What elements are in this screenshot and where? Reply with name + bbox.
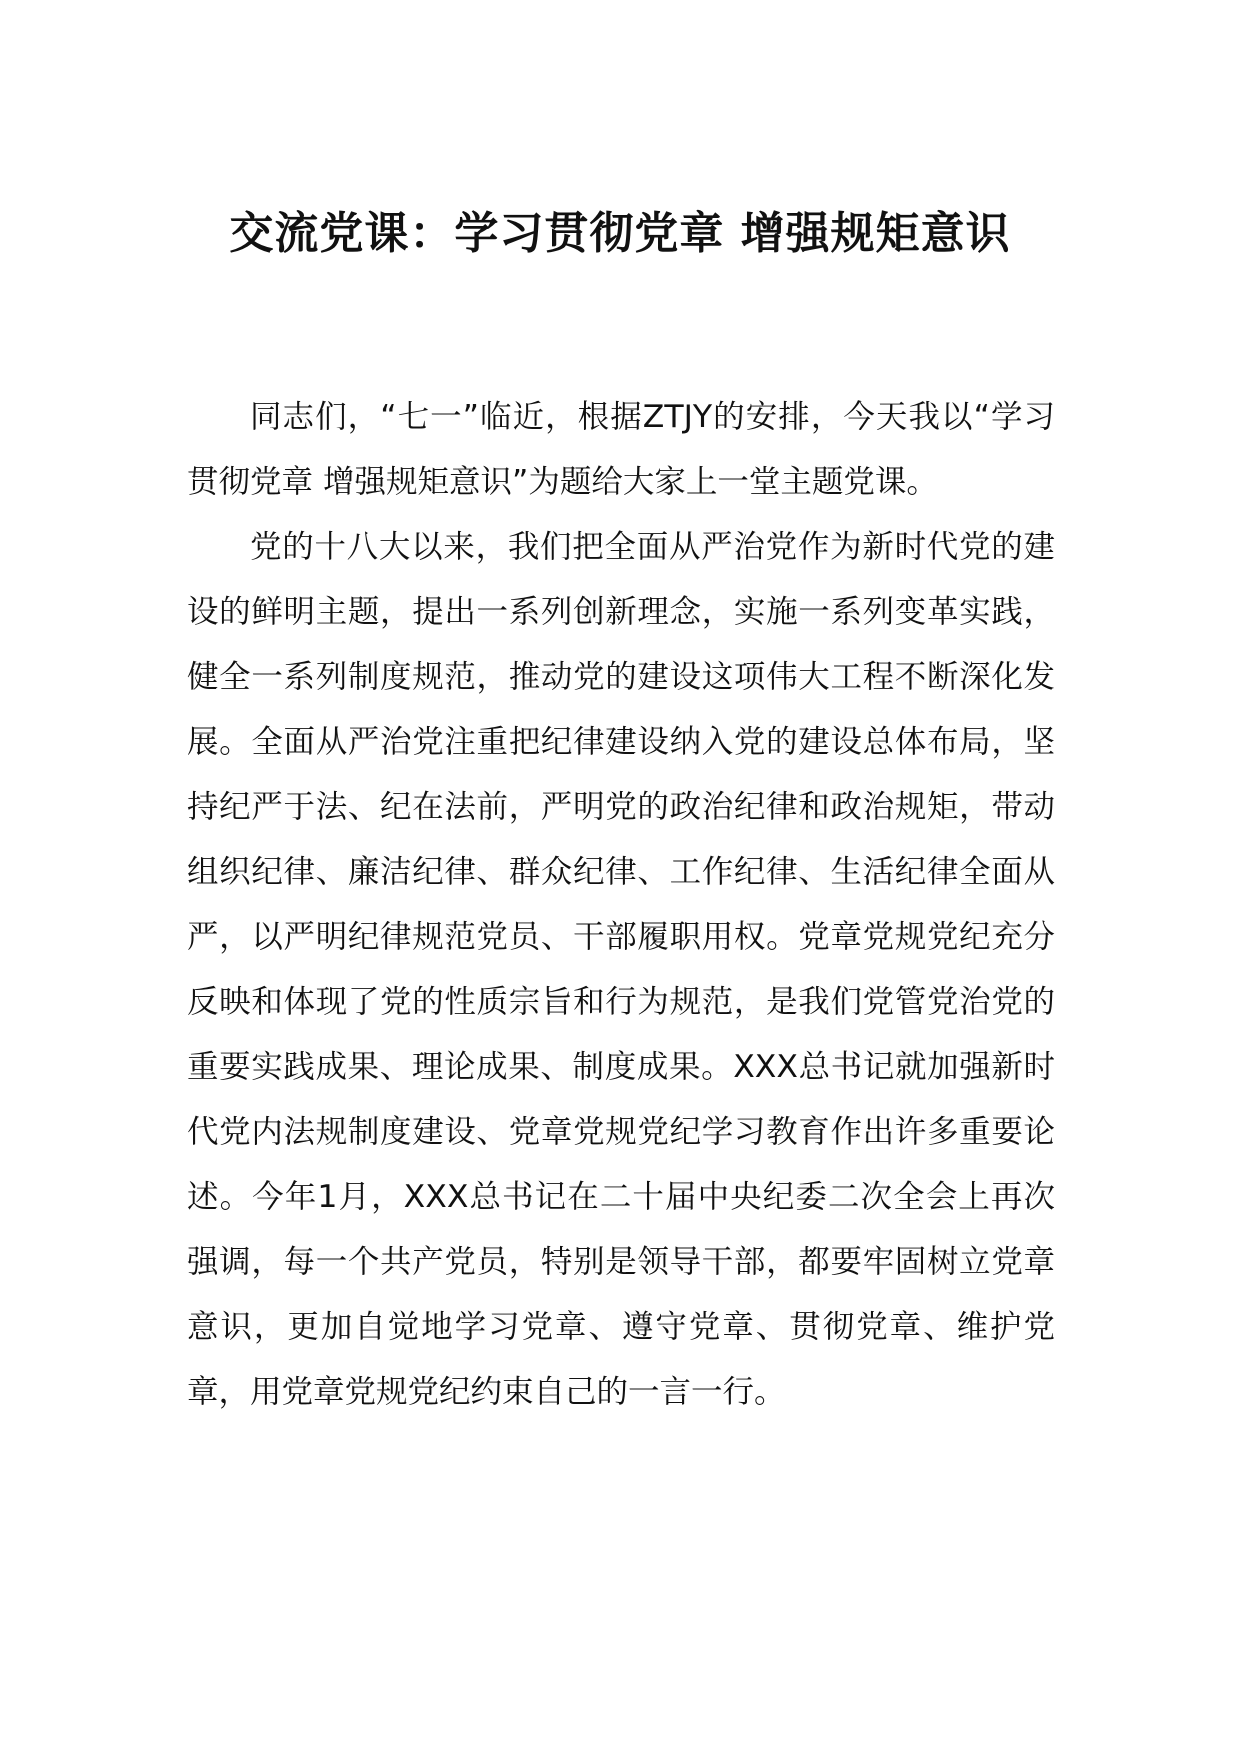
document-body — [187, 385, 1055, 1425]
document-title: 交流党课：学习贯彻党章 增强规矩意识 — [229, 208, 1011, 259]
paragraph-main: 党的十八大以来，我们把全面从严治党作为新时代党的建设的鲜明主题，提出一系列创新理念，实施一系列变革实践，健全一系列制度规范，推动党的建设这项伟大工程不断深化发展。全面从严治党注重把纪律建设纳入党的建设总体布局，坚持纪严于法、纪在法前，严明党的政治纪律和政治规矩，带动组织纪律、廉洁纪律、群众纪律、工作纪律、生活纪律全面从严，以严明纪律规范党员、干部履职用权。党章党规党纪充分反映和体现了党的性质宗旨和行为规范，是我们党管党治党的重要实践成果、理论成果、制度成果。XXX总书记就加强新时代党内法规制度建设、党章党规党纪学习教育作出许多重要论述。今年1月，XXX总书记在二十届中央纪委二次全会上再次强调，每一个共产党员，特别是领导干部，都要牢固树立党章意识，更加自觉地学习党章、遵守党章、贯彻党章、维护党章，用党章党规党纪约束自己的一言一行。 — [187, 529, 1055, 1410]
paragraph-opening: 同志们，“七一”临近，根据ZTJY的安排，今天我以“学习贯彻党章 增强规矩意识”为题给大家上一堂主题党课。 — [187, 399, 1055, 500]
